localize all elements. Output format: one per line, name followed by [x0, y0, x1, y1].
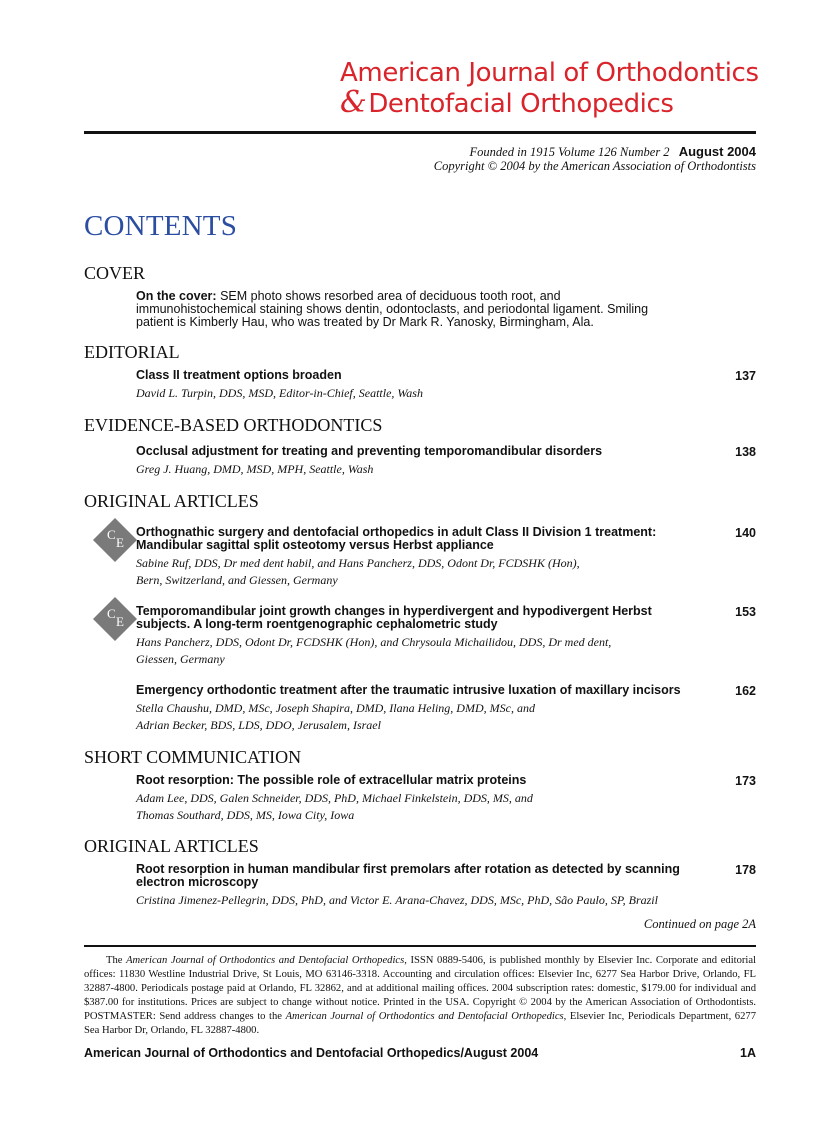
article-authors: Cristina Jimenez-Pellegrin, DDS, PhD, and Victor E. Arana-Chavez, DDS, MSc, PhD, São Paulo, SP, Brazil	[136, 893, 658, 907]
article-title[interactable]: Root resorption: The possible role of extracellular matrix proteins	[136, 773, 527, 787]
toc-entry[interactable]	[136, 445, 756, 478]
section-heading: SHORT COMMUNICATION	[84, 747, 302, 767]
cover-text-1: SEM photo shows resorbed area of deciduous tooth root, and	[220, 289, 561, 303]
page-title: CONTENTS	[84, 210, 238, 242]
article-authors: Sabine Ruf, DDS, Dr med dent habil, and Hans Pancherz, DDS, Odont Dr, FCDSHK (Hon), Bern, Switzerland, and Giessen, Germany	[136, 556, 580, 587]
ce-credit-icon	[92, 517, 138, 563]
article-authors: Hans Pancherz, DDS, Odont Dr, FCDSHK (Hon), and Chrysoula Michailidou, DDS, Dr med dent, Giessen, Germany	[136, 635, 612, 666]
page-number: 138	[735, 445, 756, 459]
issue-info	[434, 145, 756, 173]
toc-entry[interactable]	[136, 684, 756, 734]
copyright-line: Copyright © 2004 by the American Association of Orthodontists	[433, 159, 756, 173]
masthead-line-2-text: Dentofacial Orthopedics	[368, 89, 674, 119]
section-original-articles	[84, 491, 756, 732]
section-editorial	[84, 342, 756, 400]
cover-label: On the cover:	[136, 289, 217, 303]
page-number: 137	[735, 369, 756, 383]
svg-text:E: E	[116, 614, 124, 629]
article-title[interactable]: Temporomandibular joint growth changes in hyperdivergent and hypodivergent Herbst subjects. A long-term roentgenographic cephalometric study	[136, 604, 652, 631]
article-title[interactable]: Root resorption in human mandibular first premolars after rotation as detected by scanning electron microscopy	[136, 862, 680, 889]
footer-page-number: 1A	[740, 1046, 756, 1060]
page-number: 162	[735, 684, 756, 698]
article-title[interactable]: Emergency orthodontic treatment after the traumatic intrusive luxation of maxillary incisors	[136, 683, 681, 697]
cover-text-3: patient is Kimberly Hau, who was treated by Dr Mark R. Yanosky, Birmingham, Ala.	[136, 315, 594, 329]
footer-divider	[84, 945, 756, 947]
section-heading: ORIGINAL ARTICLES	[84, 491, 259, 511]
svg-text:C: C	[107, 606, 116, 621]
section-cover	[84, 263, 756, 329]
number: Number 2	[619, 145, 670, 159]
svg-text:C: C	[107, 527, 116, 542]
masthead-line-2	[340, 85, 760, 120]
publication-notice: The American Journal of Orthodontics and Dentofacial Orthopedics, ISSN 0889-5406, is published monthly by Elsevier Inc. Corporate and editorial offices: 11830 Westline Industrial Drive, St Louis, MO 63146-3318. Accounting and circulation offices: Elsevier Inc, 6277 Sea Harbor Drive, Orlando, FL 32887-4800. Periodicals postage paid at Orlando, FL 32862, and at additional mailing offices. 2004 subscription rates: domestic, $179.00 for individual and $387.00 for institutions. Prices are subject to change without notice. Printed in the USA. Copyright © 2004 by the American Association of Orthodontists. POSTMASTER: Send address changes to the American Journal of Orthodontics and Dentofacial Orthopedics, Elsevier Inc, Periodicals Department, 6277 Sea Harbor Dr, Orlando, FL 32887-4800.	[84, 955, 756, 1036]
section-heading: COVER	[84, 263, 146, 283]
toc-entry[interactable]	[136, 369, 756, 402]
toc-entry[interactable]	[107, 525, 756, 589]
section-heading: EDITORIAL	[84, 342, 180, 362]
article-authors: Greg J. Huang, DMD, MSD, MPH, Seattle, Wash	[136, 462, 374, 476]
page-footer	[84, 1046, 756, 1060]
continued-link[interactable]: Continued on page 2A	[643, 917, 756, 931]
article-authors: Adam Lee, DDS, Galen Schneider, DDS, PhD, Michael Finkelstein, DDS, MS, and Thomas Southard, DDS, MS, Iowa City, Iowa	[136, 791, 533, 822]
footer-journal: American Journal of Orthodontics and Dentofacial Orthopedics/August 2004	[84, 1046, 539, 1060]
section-short-communication	[84, 747, 756, 822]
section-evidence-based	[84, 415, 756, 476]
toc-entry[interactable]	[136, 774, 756, 824]
article-title[interactable]: Class II treatment options broaden	[136, 368, 342, 382]
cover-description	[136, 290, 756, 329]
section-heading: EVIDENCE-BASED ORTHODONTICS	[84, 415, 383, 435]
issue-line	[434, 145, 756, 159]
page-number: 140	[735, 526, 756, 540]
masthead-line-1: American Journal of Orthodontics	[340, 58, 759, 88]
volume: Volume 126	[558, 145, 617, 159]
founded: Founded in 1915	[469, 145, 555, 159]
ampersand-logo-icon: &	[340, 85, 367, 120]
article-title[interactable]: Occlusal adjustment for treating and preventing temporomandibular disorders	[136, 444, 603, 458]
page-number: 178	[735, 863, 756, 877]
article-authors: Stella Chaushu, DMD, MSc, Joseph Shapira, DMD, Ilana Heling, DMD, MSc, and Adrian Becker, BDS, LDS, DDO, Jerusalem, Israel	[136, 701, 535, 732]
article-title[interactable]: Orthognathic surgery and dentofacial orthopedics in adult Class II Division 1 treatment: Mandibular sagittal split osteotomy versus Herbst appliance	[136, 525, 657, 552]
journal-masthead	[340, 58, 760, 119]
page-number: 173	[735, 774, 756, 788]
cover-text-2: immunohistochemical staining shows dentin, odontoclasts, and periodontal ligament. Smiling	[136, 302, 649, 316]
article-authors: David L. Turpin, DDS, MSD, Editor-in-Chief, Seattle, Wash	[136, 386, 423, 400]
issue-date: August 2004	[678, 144, 756, 159]
section-heading: ORIGINAL ARTICLES	[84, 836, 259, 856]
page-number: 153	[735, 605, 756, 619]
svg-text:E: E	[116, 535, 124, 550]
toc-entry[interactable]	[136, 863, 756, 909]
section-original-articles-2	[84, 836, 756, 907]
ce-credit-icon	[92, 596, 138, 642]
header-divider	[84, 131, 756, 134]
toc-entry[interactable]	[107, 604, 756, 668]
